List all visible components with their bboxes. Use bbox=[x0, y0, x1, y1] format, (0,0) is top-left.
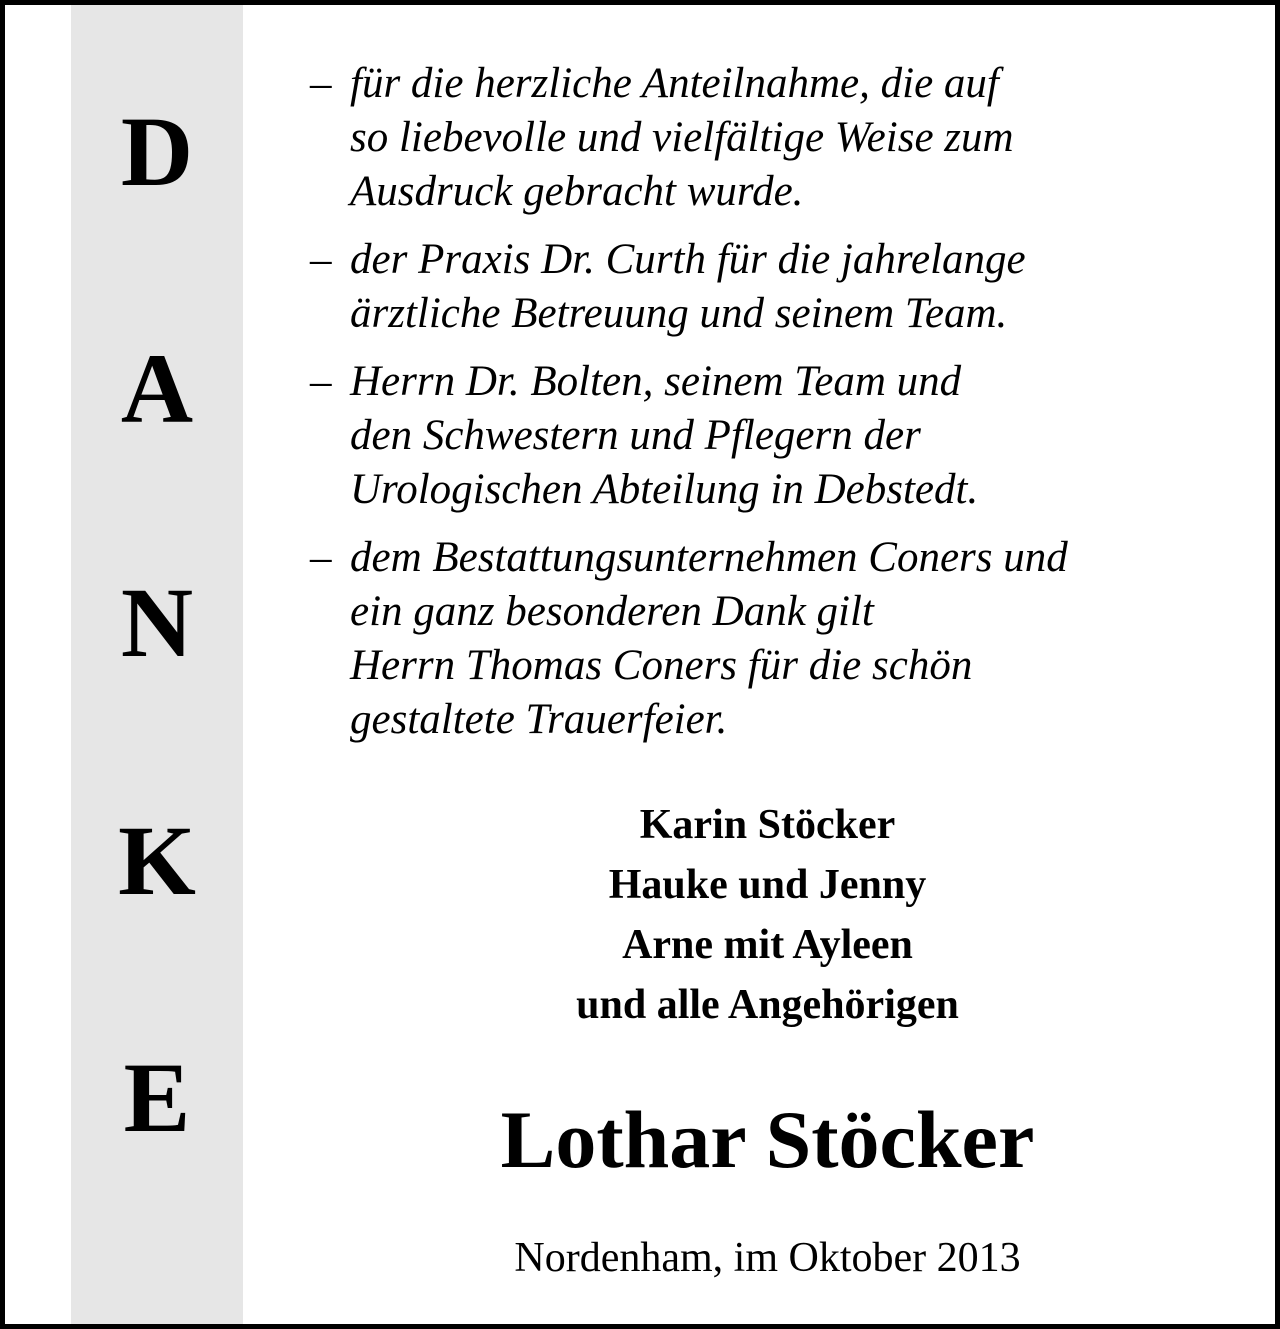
item-line: Herrn Dr. Bolten, seinem Team und bbox=[350, 358, 962, 405]
thanks-item bbox=[310, 233, 1230, 341]
item-dash: – bbox=[310, 236, 332, 283]
item-line: dem Bestattungsunternehmen Coners und bbox=[350, 534, 1068, 581]
item-line: Ausdruck gebracht wurde. bbox=[350, 168, 804, 215]
family-line: Karin Stöcker bbox=[639, 802, 896, 848]
item-line: ein ganz besonderen Dank gilt bbox=[350, 588, 874, 635]
item-line: der Praxis Dr. Curth für die jahrelange bbox=[350, 236, 1026, 283]
family-names bbox=[310, 795, 1225, 1035]
family-line: und alle Angehörigen bbox=[576, 982, 959, 1028]
item-dash: – bbox=[310, 534, 332, 581]
item-line: so liebevolle und vielfältige Weise zum bbox=[350, 114, 1014, 161]
item-line: für die herzliche Anteilnahme, die auf bbox=[350, 60, 999, 107]
side-letter-e: E bbox=[123, 1042, 191, 1153]
side-letter-n: N bbox=[120, 567, 194, 678]
item-dash: – bbox=[310, 358, 332, 405]
danke-side-band bbox=[71, 5, 243, 1329]
item-line: gestaltete Trauerfeier. bbox=[350, 696, 728, 743]
side-letter-a: A bbox=[120, 333, 194, 444]
item-line: den Schwestern und Pflegern der bbox=[350, 412, 921, 459]
thanks-item bbox=[310, 355, 1230, 517]
thanks-item bbox=[310, 57, 1230, 219]
family-line: Arne mit Ayleen bbox=[622, 922, 913, 968]
family-line: Hauke und Jenny bbox=[608, 862, 927, 908]
side-letter-d: D bbox=[120, 96, 194, 207]
item-line: Urologischen Abteilung in Debstedt. bbox=[350, 466, 979, 513]
thanks-list bbox=[310, 57, 1230, 761]
item-line: Herrn Thomas Coners für die schön bbox=[350, 642, 973, 689]
item-line: ärztliche Betreuung und seinem Team. bbox=[350, 290, 1008, 337]
thanks-item bbox=[310, 531, 1230, 747]
deceased-name: Lothar Stöcker bbox=[500, 1094, 1035, 1185]
side-letter-k: K bbox=[118, 805, 196, 916]
item-dash: – bbox=[310, 60, 332, 107]
place-date: Nordenham, im Oktober 2013 bbox=[514, 1235, 1021, 1281]
